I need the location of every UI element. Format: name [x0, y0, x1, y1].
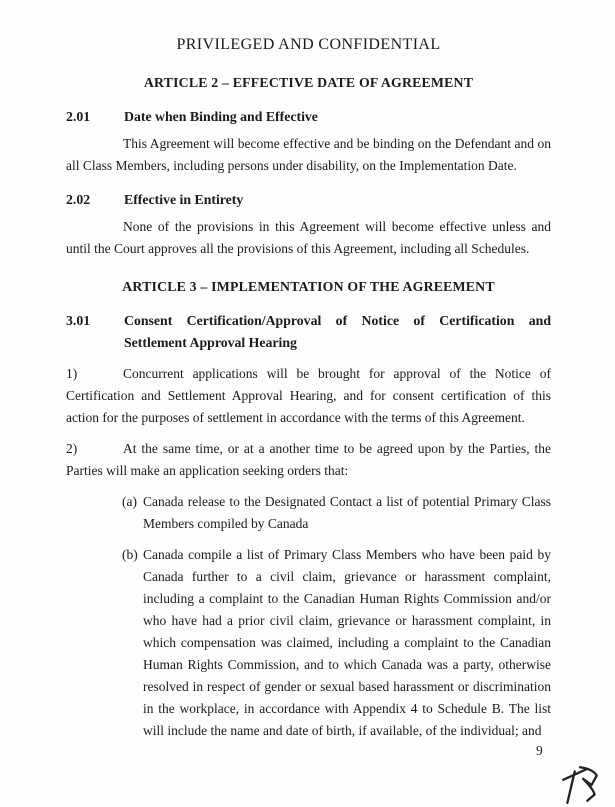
section-number: 2.02 [66, 192, 91, 207]
handwritten-initial-icon [560, 762, 602, 806]
section-title: Date when Binding and Effective [124, 109, 318, 124]
paragraph-number: 1) [66, 366, 78, 381]
section-2-01-heading [66, 106, 551, 128]
paragraph-text: Concurrent applications will be brought for approval of the Notice of Certification and Settlement Approval Hearing, and for consent certification of this action for the purposes of settlement in accordance with the terms of this Agreement. [66, 366, 551, 425]
section-title: Effective in Entirety [124, 192, 244, 207]
list-item-a [122, 491, 551, 535]
paragraph-text: At the same time, or at a another time to be agreed upon by the Parties, the Parties will make an application seeking orders that: [66, 441, 551, 478]
list-item-text: Canada release to the Designated Contact a list of potential Primary Class Members compiled by Canada [143, 494, 551, 531]
list-marker: (b) [122, 547, 138, 562]
section-3-01-heading [66, 310, 551, 354]
article-3-heading: ARTICLE 3 – IMPLEMENTATION OF THE AGREEMENT [122, 279, 495, 294]
section-number: 3.01 [66, 313, 91, 328]
numbered-paragraph-2 [66, 438, 551, 482]
article-2-heading: ARTICLE 2 – EFFECTIVE DATE OF AGREEMENT [143, 75, 474, 90]
section-2-02-heading [66, 189, 551, 211]
list-marker: (a) [122, 494, 137, 509]
section-2-02-body: None of the provisions in this Agreement will become effective unless and until the Court approves all the provisions of this Agreement, including all Schedules. [66, 219, 551, 256]
page-number: 9 [536, 743, 543, 758]
list-item-b [122, 544, 551, 742]
confidentiality-header: PRIVILEGED AND CONFIDENTIAL [176, 36, 441, 53]
list-item-text: Canada compile a list of Primary Class Members who have been paid by Canada further to a civil claim, grievance or harassment complaint, including a complaint to the Canadian Human Rights Commission and/or who have had a prior civil claim, grievance or harassment complaint, in which compensation was claimed, including a complaint to the Canadian Human Rights Commission, and to which Canada was a party, otherwise resolved in respect of gender or sexual based harassment or discrimination in the workplace, in accordance with Appendix 4 to Schedule B. The list will include the name and date of birth, if available, of the individual; and [143, 547, 551, 738]
section-2-01-body: This Agreement will become effective and be binding on the Defendant and on all Class Members, including persons under disability, on the Implementation Date. [66, 136, 551, 173]
numbered-paragraph-1 [66, 363, 551, 429]
section-title: Consent Certification/Approval of Notice of Certification and Settlement Approval Hearing [124, 313, 551, 350]
section-number: 2.01 [66, 109, 91, 124]
paragraph-number: 2) [66, 441, 78, 456]
